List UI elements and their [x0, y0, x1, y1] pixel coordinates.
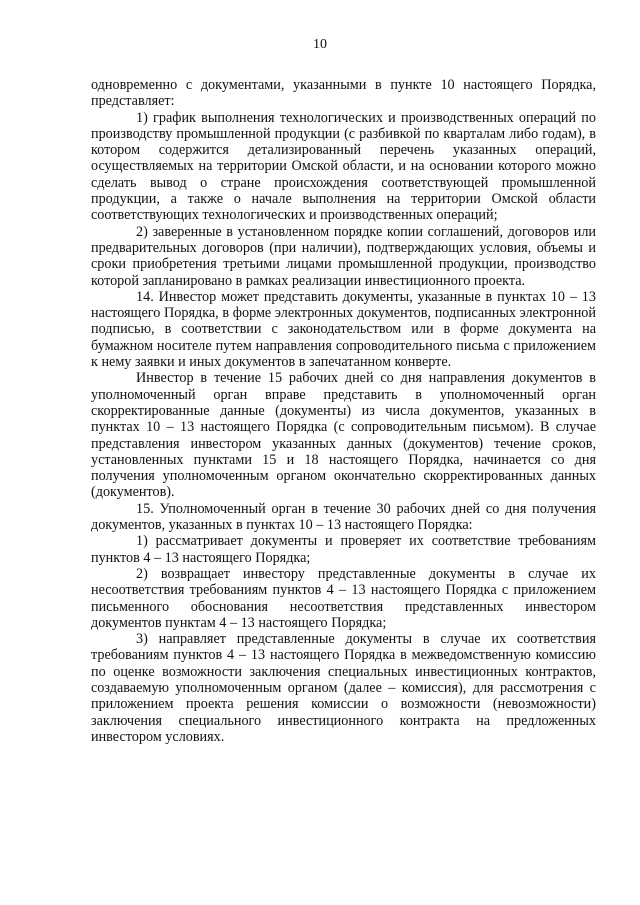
paragraph-clause-15-item-1: 1) рассматривает документы и проверяет их соответствие требованиям пунктов 4 – 13 настоящего Порядка;	[91, 533, 596, 566]
paragraph-investor-corrections: Инвестор в течение 15 рабочих дней со дня направления документов в уполномоченный орган вправе представить в уполномоченный орган скорректированные данные (документы) из числа документов, указанных в пунктах 10 – 13 настоящего Порядка (с сопроводительным письмом). В случае представления инвестором указанных данных (документов) течение сроков, установленных пунктами 15 и 18 настоящего Порядка, начинается со дня получения уполномоченным органом окончательно скорректированных данных (документов).	[91, 370, 596, 501]
paragraph-continuation: одновременно с документами, указанными в пункте 10 настоящего Порядка, представляет:	[91, 77, 596, 110]
paragraph-clause-14: 14. Инвестор может представить документы, указанные в пунктах 10 – 13 настоящего Порядка, в форме электронных документов, подписанных электронной подписью, в соответствии с законодательством или в форме документа на бумажном носителе путем направления сопроводительного письма с приложением к нему заявки и иных документов в запечатанном конверте.	[91, 288, 596, 371]
paragraph-clause-15: 15. Уполномоченный орган в течение 30 рабочих дней со дня получения документов, указанных в пунктах 10 – 13 настоящего Порядка:	[91, 500, 596, 534]
page-number: 10	[313, 37, 327, 52]
paragraph-item-2: 2) заверенные в установленном порядке копии соглашений, договоров или предварительных договоров (при наличии), подтверждающих условия, объемы и сроки приобретения третьими лицами промышленной продукции, производство которой запланировано в рамках реализации инвестиционного проекта.	[91, 223, 596, 289]
paragraph-item-1: 1) график выполнения технологических и производственных операций по производству промышленной продукции (с разбивкой по кварталам либо годам), в котором содержится детализированный перечень указанных операций, осуществляемых на территории Омской области, и на основании которого можно сделать вывод о стране происхождения соответствующей промышленной продукции, а также о начале выполнения на территории Омской области соответствующих технологических и производственных операций;	[91, 109, 596, 224]
paragraph-clause-15-item-2: 2) возвращает инвестору представленные документы в случае их несоответствия требованиям пунктов 4 – 13 настоящего Порядка с приложением письменного обоснования несоответствия представленных инвестором документов пунктам 4 – 13 настоящего Порядка;	[91, 565, 596, 631]
document-body	[91, 77, 596, 745]
paragraph-clause-15-item-3: 3) направляет представленные документы в случае их соответствия требованиям пунктов 4 – 13 настоящего Порядка в межведомственную комиссию по оценке возможности заключения специальных инвестиционных контрактов, создаваемую уполномоченным органом (далее – комиссия), для рассмотрения с приложением проекта решения комиссии о возможности (невозможности) заключения специального инвестиционного контракта на предложенных инвестором условиях.	[91, 631, 596, 745]
